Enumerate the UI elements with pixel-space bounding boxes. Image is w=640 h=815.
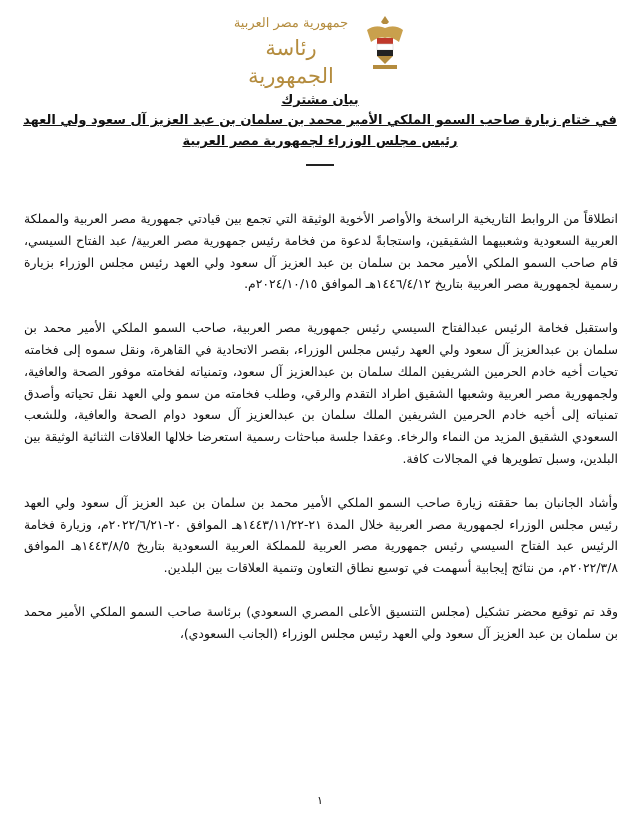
letterhead	[225, 12, 415, 88]
paragraph-1: انطلاقاً من الروابط التاريخية الراسخة والأواصر الأخوية الوثيقة التي تجمع بين قيادتي جمهورية مصر العربية والمملكة العربية السعودية وشعبيهما الشقيقين، واستجابةً لدعوة من فخامة رئيس جمهورية مصر العربية/ عبد الفتاح السيسي، قام صاحب السمو الملكي الأمير محمد بن سلمان بن عبد العزيز آل سعود ولي العهد رئيس مجلس الوزراء بزيارة رسمية لجمهورية مصر العربية بتاريخ ١٤٤٦/٤/١٢هـ الموافق ٢٠٢٤/١٠/١٥م.	[24, 211, 618, 292]
statement-body	[24, 208, 618, 645]
presidency-logo	[225, 14, 357, 88]
title-block	[20, 92, 620, 166]
paragraph-2: واستقبل فخامة الرئيس عبدالفتاح السيسي رئيس جمهورية مصر العربية، صاحب السمو الملكي الأمير محمد بن سلمان بن عبدالعزيز آل سعود ولي العهد رئيس مجلس الوزراء، بقصر الاتحادية في القاهرة، ونقل سموه إلى فخامته تحيات أخيه خادم الحرمين الشريفين الملك سلمان بن عبدالعزيز آل سعود، وتمنياته لفخامته موفور الصحة والعافية، ولجمهورية مصر العربية وشعبها الشقيق اطراد التقدم والرقي، وطلب فخامته من سمو ولي العهد نقل تحياته وأصدق تمنياته إلى أخيه خادم الحرمين الشريفين الملك سلمان بن عبدالعزيز آل سعود دوام الصحة والعافية، وللشعب السعودي الشقيق المزيد من النماء والرخاء. وعقدا جلسة مباحثات رسمية استعرضا خلالها العلاقات الثنائية الوثيقة بين البلدين، وسبل تطويرها في المجالات كافة.	[24, 320, 618, 466]
logo-line-presidency: رئاسة الجمهورية	[248, 36, 334, 88]
title-divider	[306, 164, 334, 166]
page-number: ١	[317, 794, 323, 807]
paragraph-3: وأشاد الجانبان بما حققته زيارة صاحب السمو الملكي الأمير محمد بن سلمان بن عبد العزيز آل سعود ولي العهد رئيس مجلس الوزراء لجمهورية مصر العربية خلال المدة ٢١-١٤٤٣/١١/٢٢هـ الموافق ٢٠-٢٠٢٢/٦/٢١م، وزيارة فخامة الرئيس عبد الفتاح السيسي رئيس جمهورية مصر العربية للمملكة العربية السعودية بتاريخ ١٤٤٣/٨/٥هـ الموافق ٢٠٢٢/٣/٨م، من نتائج إيجابية أسهمت في توسيع نطاق التعاون وتنمية العلاقات بين البلدين.	[24, 494, 618, 576]
logo-line-country: جمهورية مصر العربية	[233, 16, 349, 31]
eagle-emblem-icon	[363, 12, 407, 72]
document-type: بيان مشترك	[281, 93, 359, 108]
paragraph-4: وقد تم توقيع محضر تشكيل (مجلس التنسيق الأعلى المصري السعودي) برئاسة صاحب السمو الملكي الأمير محمد بن سلمان بن عبد العزيز آل سعود ولي العهد رئيس مجلس الوزراء (الجانب السعودي)،	[24, 603, 618, 641]
subject-line-2: رئيس مجلس الوزراء لجمهورية مصر العربية	[182, 134, 458, 149]
subject-line-1: في ختام زيارة صاحب السمو الملكي الأمير محمد بن سلمان بن عبد العزيز آل سعود ولي العهد	[23, 113, 617, 128]
